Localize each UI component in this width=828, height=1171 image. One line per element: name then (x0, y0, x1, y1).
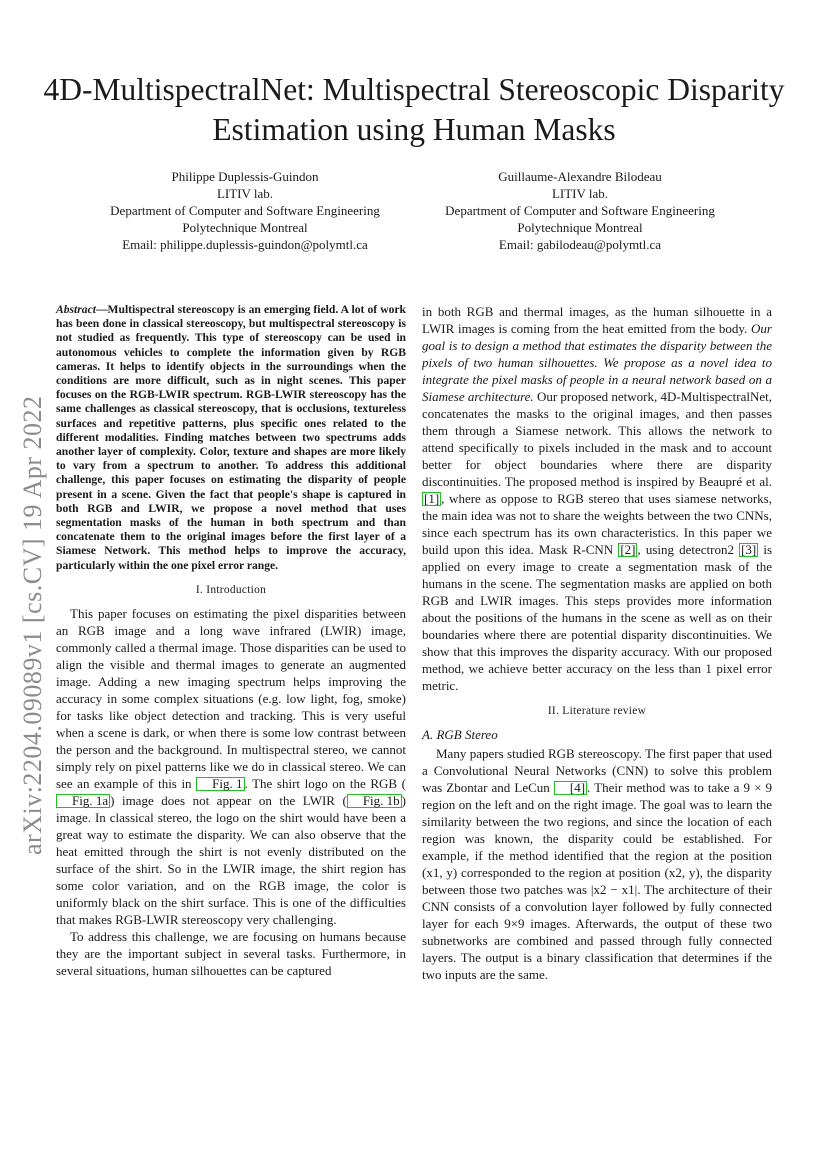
author-department: Department of Computer and Software Engineering (445, 203, 715, 218)
paper-title: 4D-MultispectralNet: Multispectral Stereoscopic Disparity Estimation using Human Masks (43, 72, 785, 147)
author-department: Department of Computer and Software Engineering (110, 203, 380, 218)
citation-link[interactable]: [2] (620, 542, 636, 557)
author-name: Guillaume-Alexandre Bilodeau (498, 169, 662, 184)
author-block-2 (400, 168, 760, 253)
figure-link[interactable]: Fig. 1 (196, 777, 244, 791)
abstract (56, 303, 406, 573)
author-institution: Polytechnique Montreal (182, 220, 308, 235)
paragraph-intro-continued: in both RGB and thermal images, as the human silhouette in a LWIR images is coming from the heat emitted from the body. Our goal is to design a method that estimates the disparity between the pixels of two human silhouettes. We propose as a novel idea to integrate the pixel masks of people in a neural network based on a Siamese architecture. Our proposed network, 4D-MultispectralNet, concatenates the masks to the original images, and then passes them through a Siamese network. This allows the network to attend specifically to pixels included in the mask and to account better for object boundaries where there are disparity discontinuities. The proposed method is inspired by Beaupré et al. [1] , where as oppose to RGB stereo that uses siamese networks, the main idea was not to share the weights between the two CNNs, since each spectrum has its own characteristics. In this paper we build upon this idea. Mask R-CNN [2] , using detectron2 [3] is applied on every image to create a segmentation mask of the humans in the scene. The segmentation masks are applied on both RGB and LWIR images. This steps provides more information about the positions of the humans in the scene as well as on their boundaries where there are potential disparity discontinuities. We show that this improves the disparity accuracy. With our proposed method, we achieve better accuracy on the less than 1 pixel error metric. (422, 304, 773, 693)
paragraph-rgb-stereo: Many papers studied RGB stereoscopy. The first paper that used a Convolutional Neural Networks (CNN) to solve this problem was Zbontar and LeCun [4] . Their method was to take a 9 × 9 region on the left and on the right image. The goal was to learn the similarity between the two regions, and since the location of each region was known, the disparity could be established. For example, if the method identified that the region at the position (x1, y) corresponded to the region at position (x2, y), the disparity between those two patches was |x2 − x1|. The architecture of their CNN consists of a convolution layer followed by fully connected layer for each 9×9 images. Afterwards, the output of these two subnetworks are combined and passed through fully connected layers. The output is a binary classification that determines if the two inputs are the same. (422, 746, 772, 982)
goal-statement: Our goal is to design a method that estimates the disparity between the pixels of two human silhouettes. We propose as a novel idea to integrate the pixel masks of people in a neural network based on a Siamese architecture. (422, 321, 772, 404)
left-column (56, 303, 406, 979)
abstract-label: Abstract (56, 303, 96, 316)
paragraph-intro-2: To address this challenge, we are focusing on humans because they are the important subject in several tasks. Furthermore, in several situations, human silhouettes can be captured (56, 928, 406, 978)
citation-link[interactable]: [4] (554, 781, 587, 795)
abstract-text: —Multispectral stereoscopy is an emerging field. A lot of work has been done in classical stereoscopy, but multispectral stereoscopy is not studied as frequently. This type of stereoscopy can be used in autonomous vehicles to complete the information given by RGB cameras. It helps to identify objects in the surroundings when the conditions are more difficult, such as in night scenes. This paper focuses on the RGB-LWIR spectrum. RGB-LWIR stereoscopy has the same challenges as classical stereoscopy, that is occlusions, textureless surfaces and repetitive patterns, plus specific ones related to the different modalities. Finding matches between two spectrums adds another layer of complexity. Color, texture and shapes are more likely to vary from a spectrum to another. To address this additional challenge, this paper focuses on estimating the disparity of people present in a scene. Given the fact that people's shape is captured in both RGB and LWIR, we propose a novel method that uses segmentation masks of the human in both spectrum and than concatenate them to the original images before the first layer of a Siamese Network. This method helps to improve the accuracy, particularly within the one pixel error range. (56, 303, 406, 572)
section-heading-literature-review: II. Literature review (547, 705, 647, 717)
citation-link[interactable]: [3] (741, 542, 757, 557)
section-heading-introduction: I. Introduction (195, 583, 267, 596)
author-name: Philippe Duplessis-Guindon (171, 169, 319, 184)
author-lab: LITIV lab. (551, 186, 609, 201)
author-block-1 (60, 168, 430, 253)
author-lab: LITIV lab. (216, 186, 274, 201)
author-email: Email: gabilodeau@polymtl.ca (498, 237, 662, 252)
author-institution: Polytechnique Montreal (517, 220, 643, 235)
figure-link[interactable]: Fig. 1b (347, 794, 402, 808)
author-email: Email: philippe.duplessis-guindon@polymtl.ca (122, 237, 368, 252)
arxiv-identifier: arXiv:2204.09089v1 [cs.CV] 19 Apr 2022 (18, 395, 47, 855)
citation-link[interactable]: [1] (424, 491, 440, 506)
right-column (422, 303, 772, 983)
subsection-heading-rgb-stereo: A. RGB Stereo (422, 727, 498, 742)
paragraph-intro-1: This paper focuses on estimating the pixel disparities between an RGB image and a long wave infrared (LWIR) image, commonly called a thermal image. Those disparities can be used to align the visible and thermal images to generate an augmented image. Adding a new imaging spectrum helps improving the accuracy in some complex situations (e.g. low light, fog, smoke) for tasks like object detection and tracking. This is very useful when a scene is dark, or when there is some low contrast between the person and the background. In multispectral stereo, we cannot simply rely on pixel patterns like we do in classical stereo. We can see an example of this in Fig. 1 . The shirt logo on the RGB (Fig. 1a ) image does not appear on the LWIR ( Fig. 1b ) image. In classical stereo, the logo on the shirt would have been a great way to estimate the disparity. We can also observe that the heat emitted through the shirt is not evenly distributed on the surface of the shirt. So in the LWIR image, the shirt region has some color variation, and on the RGB image, the color is uniformly black on the shirt surface. This is one of the difficulties that makes RGB-LWIR stereoscopy very challenging. (56, 605, 406, 927)
figure-link[interactable]: Fig. 1a (56, 794, 110, 808)
